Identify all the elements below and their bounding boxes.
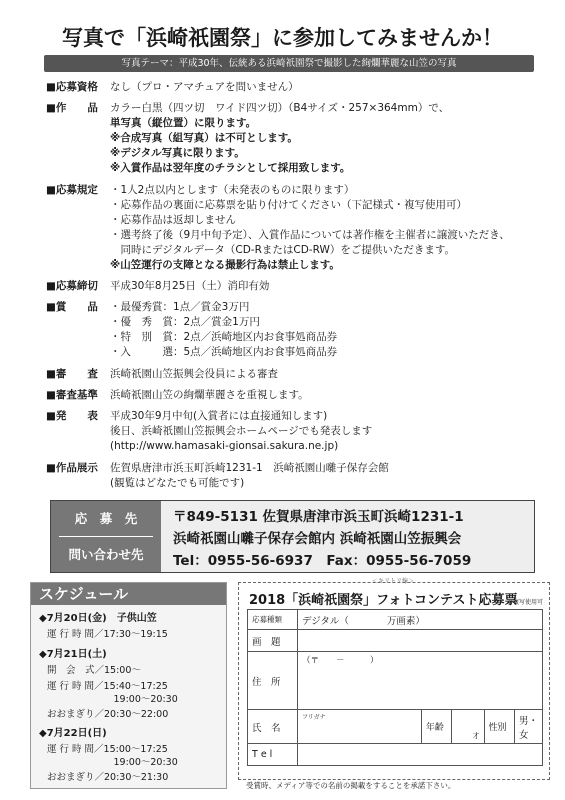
schedule-box [30, 582, 227, 789]
name-label: 氏 名 [248, 710, 298, 744]
schedule-day: ◆7月22日(日) [39, 728, 107, 739]
sex-label: 性別 [484, 710, 514, 744]
section-line: ・選考終了後（9月中旬予定）、入賞作品については著作権を主催者に譲渡いただき、 [110, 229, 510, 241]
inquiry-label: 問い合わせ先 [68, 547, 144, 562]
section-label: ■応募規定 [46, 184, 98, 196]
age-field[interactable] [452, 710, 484, 744]
name-field[interactable] [297, 710, 421, 744]
cut-line-label: ＜キリトリ線＞ [371, 578, 414, 585]
schedule-row: 19:00～20:30 [47, 694, 178, 705]
title-label: 画 題 [248, 630, 298, 652]
contact-organization: 浜崎祇園山囃子保存会館内 浜崎祇園山笠振興会 [173, 531, 462, 547]
tel-label: T e l [248, 744, 298, 766]
theme-banner: 写真テーマ：平成30年、伝統ある浜崎祇園祭で撮影した絢爛華麗な山笠の写真 [44, 55, 534, 72]
schedule-row: 運 行 時 間／15:00～17:25 [47, 744, 168, 755]
schedule-day: ◆7月20日(金) 子供山笠 [39, 613, 157, 624]
schedule-row: 開 会 式／15:00～ [47, 665, 141, 676]
section-label: ■応募資格 [46, 81, 98, 93]
section-line: 単写真（縦位置）に限ります。 [110, 117, 257, 129]
section-line: ・1人2点以内とします（未発表のものに限ります） [110, 184, 355, 196]
age-label: 年齢 [421, 710, 451, 744]
section-line: ※デジタル写真に限ります。 [110, 147, 245, 159]
page-title: 写真で「浜崎祇園祭」に参加してみませんか！ [62, 26, 503, 50]
address-label: 住 所 [248, 652, 298, 710]
form-footnote: 受賞時、メディア等での名前の掲載をすることを承諾下さい。 [246, 781, 456, 790]
divider [59, 536, 153, 537]
section-line: ・応募作品の裏面に応募票を貼り付けてください（下記様式・複写使用可） [110, 199, 467, 211]
entry-form [238, 578, 548, 792]
schedule-row: 19:00～20:30 [47, 757, 178, 768]
section-line: ・特 別 賞：2点／浜崎地区内お食事処商品券 [110, 331, 338, 343]
section-line: ※山笠運行の支障となる撮影行為は禁止します。 [110, 259, 340, 271]
contact-label-column [51, 501, 161, 572]
section-line: ※入賞作品は翌年度のチラシとして採用致します。 [110, 162, 351, 174]
form-table [247, 609, 543, 766]
tel-field[interactable] [297, 744, 542, 766]
section-line: ・応募作品は返却しません [110, 214, 236, 226]
contact-box [50, 500, 535, 573]
schedule-row: おおまぎり／20:30～21:30 [47, 772, 169, 783]
type-label: 応募種類 [248, 610, 298, 630]
title-field[interactable] [297, 630, 542, 652]
section-line: 平成30年8月25日（土）消印有効 [110, 280, 270, 292]
type-field[interactable]: デジタル（ 万画素） [297, 610, 542, 630]
section-line: 佐賀県唐津市浜玉町浜崎1231-1 浜崎祇園山囃子保存会館 [110, 462, 389, 474]
form-title: 2018「浜崎祇園祭」フォトコンテスト応募票 [249, 593, 518, 608]
section-line: 後日、浜崎祇園山笠振興会ホームページでも発表します [110, 425, 373, 437]
section-line: (観覧はどなたでも可能です) [110, 477, 245, 489]
schedule-row: 運 行 時 間／17:30～19:15 [47, 629, 168, 640]
section-label: ■審 査 [46, 368, 98, 380]
section-line: 平成30年9月中旬(入賞者には直接通知します) [110, 410, 328, 422]
contact-address: 〒849-5131 佐賀県唐津市浜玉町浜崎1231-1 [173, 509, 464, 525]
section-line: 同時にデジタルデータ（CD-RまたはCD-RW）をご提供いただきます。 [110, 244, 455, 256]
schedule-title: スケジュール [31, 583, 226, 605]
form-copy-note: ※複写使用可 [507, 599, 543, 606]
section-label: ■作品展示 [46, 462, 98, 474]
section-label: ■審査基準 [46, 389, 98, 401]
website-link[interactable]: (http://www.hamasaki-gionsai.sakura.ne.jp) [110, 440, 339, 452]
section-line: 浜崎祇園山笠の絢爛華麗さを重視します。 [110, 389, 309, 401]
submission-label: 応 募 先 [74, 511, 138, 526]
section-label: ■応募締切 [46, 280, 98, 292]
age-unit: 才 [472, 732, 480, 740]
entry-form-box [238, 582, 550, 780]
section-line: ・優 秀 賞：2点／賞金1万円 [110, 316, 260, 328]
section-line: なし（プロ・アマチュアを問いません） [110, 81, 299, 93]
section-label: ■発 表 [46, 410, 98, 422]
furigana-label: フリガナ [301, 714, 326, 721]
schedule-day: ◆7月21日(土) [39, 649, 107, 660]
section-line: 浜崎祇園山笠振興会役員による審査 [110, 368, 278, 380]
address-field[interactable] [297, 652, 542, 710]
section-line: カラー白黒（四ツ切 ワイド四ツ切）（B4サイズ・257×364mm）で、 [110, 102, 450, 114]
section-line: ・入 選：5点／浜崎地区内お食事処商品券 [110, 346, 338, 358]
contact-phone-fax: Tel：0955-56-6937 Fax：0955-56-7059 [173, 553, 472, 569]
section-line: ※合成写真（組写真）は不可とします。 [110, 132, 298, 144]
schedule-row: おおまぎり／20:30～22:00 [47, 709, 169, 720]
postal-code-field: （〒 － ） [301, 656, 379, 666]
sex-field[interactable]: 男・女 [514, 710, 542, 744]
section-label: ■賞 品 [46, 301, 98, 313]
section-line: ・最優秀賞：1点／賞金3万円 [110, 301, 250, 313]
schedule-row: 運 行 時 間／15:40～17:25 [47, 681, 168, 692]
section-label: ■作 品 [46, 102, 98, 114]
